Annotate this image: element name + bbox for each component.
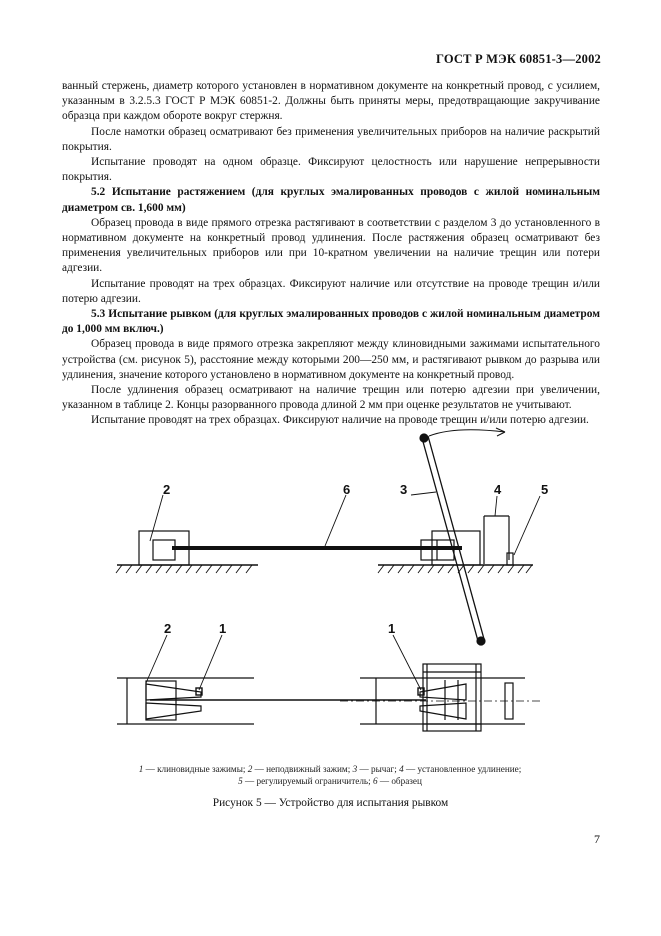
paragraph: Образец провода в виде прямого отрезка закрепляют между клиновидными зажимами испытательного устройства (см. рисунок 5), расстояние между которыми 200—250 мм, и растягивают рывком до разрыва или удлинения, значение которого установлено в нормативном документе на конкретный провод.	[62, 338, 600, 381]
label-2-top: 2	[164, 621, 172, 636]
paragraph: Испытание проводят на трех образцах. Фиксируют наличие или отсутствие на проводе трещин и/или потерю адгезии.	[62, 277, 600, 305]
paragraph: Испытание проводят на одном образце. Фиксируют целостность или нарушение непрерывности покрытия.	[62, 156, 600, 184]
paragraph: Образец провода в виде прямого отрезка растягивают в соответствии с разделом 3 до установленного в нормативном документе на конкретный провод удлинения. После растяжения образец осматривают без применения увеличительных приборов или при 10-кратном увеличении на наличие трещин или потери адгезии.	[62, 216, 600, 275]
paragraph: После удлинения образец осматривают на наличие трещин или потерю адгезии при увеличении, указанном в таблице 2. Концы разорванного провода длиной 2 мм при оценке результатов не учитывают.	[62, 384, 600, 412]
label-2-side: 2	[163, 482, 171, 497]
label-6: 6	[343, 482, 351, 497]
paragraph: ванный стержень, диаметр которого установлен в нормативном документе на конкретный провод, с усилием, указанным в 3.2.5.3 ГОСТ Р МЭК 60851-2. Должны быть приняты меры, предотвращающие закручивание образца при каждом обороте вокруг стержня.	[62, 80, 600, 123]
top-view	[117, 635, 540, 731]
label-1-left: 1	[219, 621, 227, 636]
wedge-clamp-left-side	[153, 540, 175, 560]
adjustable-stop-side	[507, 553, 513, 565]
label-4: 4	[494, 482, 502, 497]
figure-legend: 1 — клиновидные зажимы; 2 — неподвижный зажим; 3 — рычаг; 4 — установленное удлинение; 5 — регулируемый ограничитель; 6 — образец	[138, 764, 522, 786]
label-1-right: 1	[388, 621, 396, 636]
page-number: 7	[594, 832, 600, 846]
paragraph: После намотки образец осматривают без применения увеличительных приборов на наличие раскрытий покрытия.	[62, 125, 600, 153]
label-3: 3	[400, 482, 408, 497]
paragraph: Испытание проводят на трех образцах. Фиксируют наличие на проводе трещин и/или потерю адгезии.	[91, 414, 589, 427]
label-5: 5	[541, 482, 549, 497]
section-heading-5-3: 5.3 Испытание рывком (для круглых эмалированных проводов с жилой номинальным диаметром до 1,000 мм включ.)	[62, 308, 600, 336]
wire-sample-side	[172, 546, 462, 550]
ground-hatch	[116, 565, 532, 573]
document-header: ГОСТ Р МЭК 60851-3—2002	[436, 52, 601, 66]
side-view	[116, 428, 540, 645]
section-heading-5-2: 5.2 Испытание растяжением (для круглых эмалированных проводов с жилой номинальным диаметром св. 1,600 мм)	[62, 186, 600, 214]
lever-motion-arrow	[429, 430, 505, 436]
figure-caption: Рисунок 5 — Устройство для испытания рывком	[212, 797, 449, 809]
